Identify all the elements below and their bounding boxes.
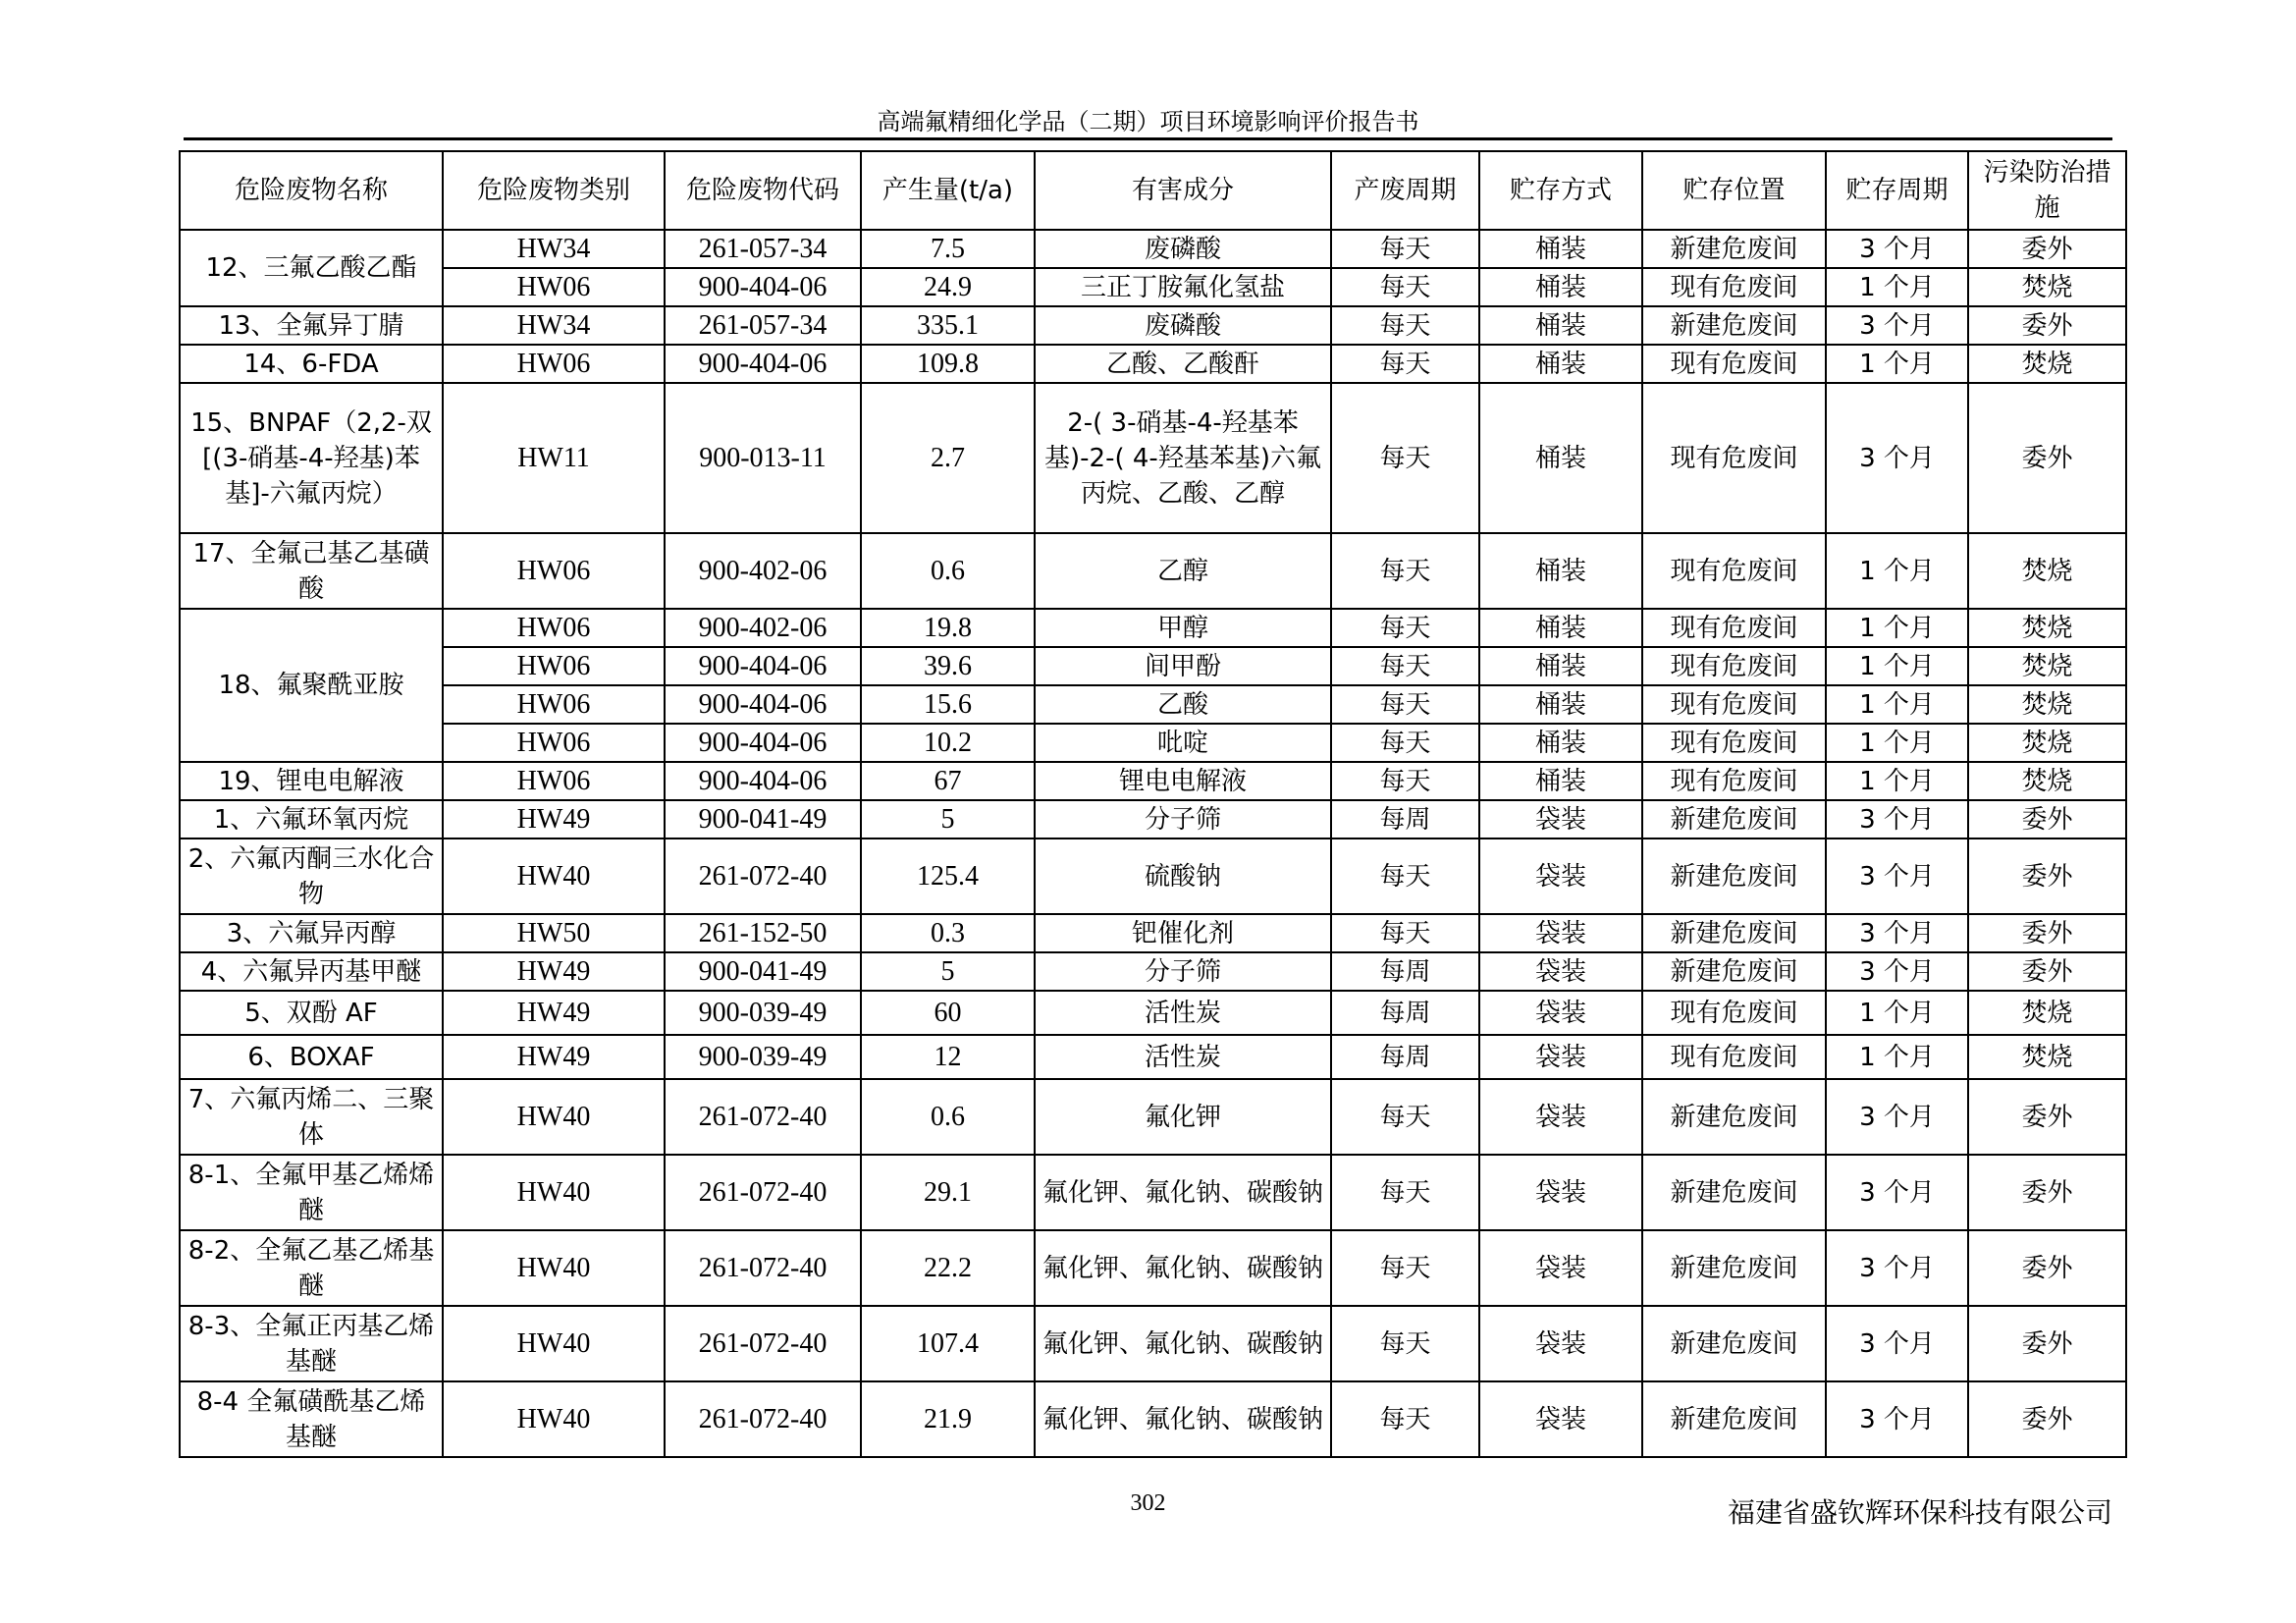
waste-category-cell: HW49 <box>443 952 665 991</box>
waste-category-cell: HW40 <box>443 1155 665 1230</box>
hazard-component-cell: 硫酸钠 <box>1035 839 1331 914</box>
storage-method-cell: 袋装 <box>1479 952 1642 991</box>
column-header: 有害成分 <box>1035 151 1331 230</box>
generation-cycle-cell: 每天 <box>1331 1381 1479 1457</box>
storage-period-cell: 3 个月 <box>1826 952 1968 991</box>
storage-period-cell: 1 个月 <box>1826 533 1968 609</box>
generation-cycle-cell: 每天 <box>1331 533 1479 609</box>
waste-code-cell: 900-402-06 <box>665 609 861 647</box>
storage-method-cell: 袋装 <box>1479 1155 1642 1230</box>
hazard-component-cell: 活性炭 <box>1035 991 1331 1035</box>
storage-period-cell: 3 个月 <box>1826 230 1968 268</box>
storage-method-cell: 袋装 <box>1479 1079 1642 1155</box>
storage-location-cell: 新建危废间 <box>1642 952 1826 991</box>
storage-method-cell: 桶装 <box>1479 383 1642 533</box>
control-measure-cell: 委外 <box>1968 1079 2126 1155</box>
waste-code-cell: 261-072-40 <box>665 1079 861 1155</box>
generation-cycle-cell: 每天 <box>1331 762 1479 800</box>
generation-cycle-cell: 每天 <box>1331 383 1479 533</box>
table-row <box>180 762 2126 800</box>
storage-method-cell: 袋装 <box>1479 800 1642 839</box>
table-row <box>180 383 2126 533</box>
waste-code-cell: 261-152-50 <box>665 914 861 952</box>
storage-location-cell: 新建危废间 <box>1642 1155 1826 1230</box>
waste-category-cell: HW06 <box>443 685 665 724</box>
control-measure-cell: 焚烧 <box>1968 533 2126 609</box>
storage-period-cell: 3 个月 <box>1826 383 1968 533</box>
waste-category-cell: HW06 <box>443 647 665 685</box>
storage-period-cell: 3 个月 <box>1826 1155 1968 1230</box>
waste-category-cell: HW40 <box>443 1079 665 1155</box>
generation-cycle-cell: 每天 <box>1331 685 1479 724</box>
storage-location-cell: 现有危废间 <box>1642 383 1826 533</box>
control-measure-cell: 焚烧 <box>1968 762 2126 800</box>
storage-location-cell: 新建危废间 <box>1642 230 1826 268</box>
waste-amount-cell: 5 <box>861 800 1035 839</box>
hazard-component-cell: 乙酸、乙酸酐 <box>1035 345 1331 383</box>
hazard-component-cell: 三正丁胺氟化氢盐 <box>1035 268 1331 306</box>
storage-location-cell: 新建危废间 <box>1642 306 1826 345</box>
waste-code-cell: 261-072-40 <box>665 1155 861 1230</box>
control-measure-cell: 委外 <box>1968 800 2126 839</box>
waste-name-cell: 8-2、全氟乙基乙烯基醚 <box>180 1230 443 1306</box>
storage-method-cell: 桶装 <box>1479 345 1642 383</box>
storage-location-cell: 现有危废间 <box>1642 647 1826 685</box>
waste-amount-cell: 22.2 <box>861 1230 1035 1306</box>
waste-category-cell: HW50 <box>443 914 665 952</box>
table-row <box>180 685 2126 724</box>
control-measure-cell: 委外 <box>1968 1155 2126 1230</box>
hazard-component-cell: 乙酸 <box>1035 685 1331 724</box>
table-row <box>180 1079 2126 1155</box>
hazard-component-cell: 氟化钾、氟化钠、碳酸钠 <box>1035 1306 1331 1381</box>
generation-cycle-cell: 每天 <box>1331 1306 1479 1381</box>
hazard-component-cell: 锂电电解液 <box>1035 762 1331 800</box>
storage-period-cell: 3 个月 <box>1826 839 1968 914</box>
hazard-component-cell: 间甲酚 <box>1035 647 1331 685</box>
waste-category-cell: HW06 <box>443 268 665 306</box>
waste-category-cell: HW06 <box>443 609 665 647</box>
waste-name-cell: 18、氟聚酰亚胺 <box>180 609 443 762</box>
column-header: 污染防治措施 <box>1968 151 2126 230</box>
waste-code-cell: 900-404-06 <box>665 647 861 685</box>
storage-location-cell: 现有危废间 <box>1642 609 1826 647</box>
waste-category-cell: HW06 <box>443 762 665 800</box>
storage-method-cell: 袋装 <box>1479 839 1642 914</box>
storage-method-cell: 桶装 <box>1479 306 1642 345</box>
table-row <box>180 952 2126 991</box>
storage-period-cell: 3 个月 <box>1826 800 1968 839</box>
storage-location-cell: 现有危废间 <box>1642 533 1826 609</box>
generation-cycle-cell: 每天 <box>1331 647 1479 685</box>
waste-amount-cell: 12 <box>861 1035 1035 1079</box>
waste-amount-cell: 7.5 <box>861 230 1035 268</box>
waste-category-cell: HW49 <box>443 800 665 839</box>
storage-period-cell: 3 个月 <box>1826 1381 1968 1457</box>
storage-location-cell: 新建危废间 <box>1642 1381 1826 1457</box>
hazard-component-cell: 甲醇 <box>1035 609 1331 647</box>
waste-category-cell: HW06 <box>443 533 665 609</box>
waste-amount-cell: 5 <box>861 952 1035 991</box>
storage-location-cell: 新建危废间 <box>1642 914 1826 952</box>
waste-category-cell: HW49 <box>443 991 665 1035</box>
storage-location-cell: 现有危废间 <box>1642 1035 1826 1079</box>
waste-category-cell: HW11 <box>443 383 665 533</box>
hazard-component-cell: 分子筛 <box>1035 800 1331 839</box>
table-row <box>180 1306 2126 1381</box>
waste-code-cell: 900-039-49 <box>665 1035 861 1079</box>
control-measure-cell: 委外 <box>1968 839 2126 914</box>
table-row <box>180 609 2126 647</box>
storage-period-cell: 1 个月 <box>1826 345 1968 383</box>
waste-name-cell: 4、六氟异丙基甲醚 <box>180 952 443 991</box>
hazard-component-cell: 氟化钾、氟化钠、碳酸钠 <box>1035 1155 1331 1230</box>
table-row <box>180 230 2126 268</box>
storage-method-cell: 桶装 <box>1479 230 1642 268</box>
generation-cycle-cell: 每天 <box>1331 345 1479 383</box>
generation-cycle-cell: 每天 <box>1331 1230 1479 1306</box>
waste-code-cell: 900-041-49 <box>665 952 861 991</box>
table-row <box>180 533 2126 609</box>
generation-cycle-cell: 每天 <box>1331 724 1479 762</box>
generation-cycle-cell: 每周 <box>1331 991 1479 1035</box>
control-measure-cell: 委外 <box>1968 952 2126 991</box>
storage-period-cell: 1 个月 <box>1826 685 1968 724</box>
waste-code-cell: 900-404-06 <box>665 345 861 383</box>
waste-amount-cell: 39.6 <box>861 647 1035 685</box>
table-row <box>180 1381 2126 1457</box>
control-measure-cell: 焚烧 <box>1968 724 2126 762</box>
generation-cycle-cell: 每天 <box>1331 914 1479 952</box>
control-measure-cell: 焚烧 <box>1968 991 2126 1035</box>
storage-location-cell: 新建危废间 <box>1642 800 1826 839</box>
storage-location-cell: 现有危废间 <box>1642 724 1826 762</box>
storage-period-cell: 1 个月 <box>1826 724 1968 762</box>
waste-code-cell: 261-072-40 <box>665 1230 861 1306</box>
waste-name-cell: 1、六氟环氧丙烷 <box>180 800 443 839</box>
waste-amount-cell: 19.8 <box>861 609 1035 647</box>
storage-method-cell: 袋装 <box>1479 1306 1642 1381</box>
waste-code-cell: 900-404-06 <box>665 685 861 724</box>
storage-period-cell: 3 个月 <box>1826 1230 1968 1306</box>
control-measure-cell: 委外 <box>1968 1306 2126 1381</box>
page-header-title: 高端氟精细化学品（二期）项目环境影响评价报告书 <box>877 108 1419 135</box>
table-row <box>180 306 2126 345</box>
hazard-component-cell: 乙醇 <box>1035 533 1331 609</box>
table-row <box>180 1035 2126 1079</box>
hazard-component-cell: 活性炭 <box>1035 1035 1331 1079</box>
control-measure-cell: 焚烧 <box>1968 685 2126 724</box>
waste-name-cell: 14、6-FDA <box>180 345 443 383</box>
table-row <box>180 839 2126 914</box>
column-header: 贮存方式 <box>1479 151 1642 230</box>
generation-cycle-cell: 每天 <box>1331 839 1479 914</box>
storage-location-cell: 新建危废间 <box>1642 1306 1826 1381</box>
waste-code-cell: 900-013-11 <box>665 383 861 533</box>
waste-amount-cell: 0.6 <box>861 1079 1035 1155</box>
storage-location-cell: 现有危废间 <box>1642 762 1826 800</box>
waste-amount-cell: 125.4 <box>861 839 1035 914</box>
hazard-component-cell: 分子筛 <box>1035 952 1331 991</box>
waste-code-cell: 900-039-49 <box>665 991 861 1035</box>
waste-name-cell: 7、六氟丙烯二、三聚体 <box>180 1079 443 1155</box>
storage-period-cell: 1 个月 <box>1826 609 1968 647</box>
waste-category-cell: HW40 <box>443 1230 665 1306</box>
waste-category-cell: HW40 <box>443 1306 665 1381</box>
storage-location-cell: 新建危废间 <box>1642 839 1826 914</box>
storage-method-cell: 桶装 <box>1479 762 1642 800</box>
storage-method-cell: 桶装 <box>1479 268 1642 306</box>
hazard-component-cell: 废磷酸 <box>1035 306 1331 345</box>
waste-name-cell: 12、三氟乙酸乙酯 <box>180 230 443 306</box>
column-header: 危险废物类别 <box>443 151 665 230</box>
table-row <box>180 268 2126 306</box>
generation-cycle-cell: 每天 <box>1331 306 1479 345</box>
waste-code-cell: 900-404-06 <box>665 724 861 762</box>
waste-amount-cell: 29.1 <box>861 1155 1035 1230</box>
generation-cycle-cell: 每天 <box>1331 1079 1479 1155</box>
generation-cycle-cell: 每天 <box>1331 230 1479 268</box>
generation-cycle-cell: 每天 <box>1331 609 1479 647</box>
storage-period-cell: 3 个月 <box>1826 1079 1968 1155</box>
storage-period-cell: 1 个月 <box>1826 1035 1968 1079</box>
waste-category-cell: HW49 <box>443 1035 665 1079</box>
column-header: 贮存周期 <box>1826 151 1968 230</box>
storage-method-cell: 袋装 <box>1479 991 1642 1035</box>
generation-cycle-cell: 每天 <box>1331 1155 1479 1230</box>
storage-method-cell: 桶装 <box>1479 609 1642 647</box>
control-measure-cell: 委外 <box>1968 914 2126 952</box>
control-measure-cell: 委外 <box>1968 383 2126 533</box>
waste-code-cell: 900-402-06 <box>665 533 861 609</box>
hazard-component-cell: 氟化钾、氟化钠、碳酸钠 <box>1035 1381 1331 1457</box>
waste-name-cell: 2、六氟丙酮三水化合物 <box>180 839 443 914</box>
waste-category-cell: HW34 <box>443 230 665 268</box>
control-measure-cell: 焚烧 <box>1968 609 2126 647</box>
generation-cycle-cell: 每周 <box>1331 952 1479 991</box>
waste-amount-cell: 60 <box>861 991 1035 1035</box>
waste-code-cell: 900-041-49 <box>665 800 861 839</box>
waste-amount-cell: 10.2 <box>861 724 1035 762</box>
waste-amount-cell: 15.6 <box>861 685 1035 724</box>
table-row <box>180 1155 2126 1230</box>
waste-category-cell: HW06 <box>443 724 665 762</box>
page-number: 302 <box>1130 1490 1166 1516</box>
waste-name-cell: 15、BNPAF（2,2-双[(3-硝基-4-羟基)苯基]-六氟丙烷） <box>180 383 443 533</box>
waste-name-cell: 5、双酚 AF <box>180 991 443 1035</box>
waste-category-cell: HW06 <box>443 345 665 383</box>
waste-amount-cell: 107.4 <box>861 1306 1035 1381</box>
control-measure-cell: 焚烧 <box>1968 1035 2126 1079</box>
control-measure-cell: 委外 <box>1968 230 2126 268</box>
waste-code-cell: 900-404-06 <box>665 762 861 800</box>
hazardous-waste-table <box>179 150 2127 1458</box>
waste-amount-cell: 0.6 <box>861 533 1035 609</box>
storage-period-cell: 3 个月 <box>1826 914 1968 952</box>
control-measure-cell: 委外 <box>1968 1230 2126 1306</box>
table-row <box>180 1230 2126 1306</box>
waste-amount-cell: 21.9 <box>861 1381 1035 1457</box>
table-header-row <box>180 151 2126 230</box>
waste-code-cell: 261-057-34 <box>665 230 861 268</box>
table-row <box>180 647 2126 685</box>
waste-code-cell: 900-404-06 <box>665 268 861 306</box>
storage-location-cell: 现有危废间 <box>1642 685 1826 724</box>
storage-method-cell: 桶装 <box>1479 724 1642 762</box>
waste-amount-cell: 24.9 <box>861 268 1035 306</box>
hazard-component-cell: 氟化钾、氟化钠、碳酸钠 <box>1035 1230 1331 1306</box>
control-measure-cell: 焚烧 <box>1968 345 2126 383</box>
waste-name-cell: 6、BOXAF <box>180 1035 443 1079</box>
hazard-component-cell: 废磷酸 <box>1035 230 1331 268</box>
storage-period-cell: 3 个月 <box>1826 1306 1968 1381</box>
hazard-component-cell: 2-( 3-硝基-4-羟基苯基)-2-( 4-羟基苯基)六氟丙烷、乙酸、乙醇 <box>1035 383 1331 533</box>
storage-location-cell: 现有危废间 <box>1642 268 1826 306</box>
table-row <box>180 345 2126 383</box>
storage-method-cell: 袋装 <box>1479 1381 1642 1457</box>
waste-code-cell: 261-072-40 <box>665 1381 861 1457</box>
waste-name-cell: 8-4 全氟磺酰基乙烯基醚 <box>180 1381 443 1457</box>
column-header: 产生量(t/a) <box>861 151 1035 230</box>
waste-category-cell: HW34 <box>443 306 665 345</box>
storage-method-cell: 桶装 <box>1479 685 1642 724</box>
hazard-component-cell: 钯催化剂 <box>1035 914 1331 952</box>
header-rule <box>184 137 2112 140</box>
waste-amount-cell: 335.1 <box>861 306 1035 345</box>
storage-method-cell: 袋装 <box>1479 1035 1642 1079</box>
column-header: 危险废物名称 <box>180 151 443 230</box>
storage-method-cell: 袋装 <box>1479 1230 1642 1306</box>
hazard-component-cell: 吡啶 <box>1035 724 1331 762</box>
column-header: 产废周期 <box>1331 151 1479 230</box>
control-measure-cell: 焚烧 <box>1968 647 2126 685</box>
storage-location-cell: 新建危废间 <box>1642 1230 1826 1306</box>
waste-name-cell: 3、六氟异丙醇 <box>180 914 443 952</box>
table-row <box>180 800 2126 839</box>
waste-name-cell: 17、全氟己基乙基磺酸 <box>180 533 443 609</box>
table-row <box>180 914 2126 952</box>
storage-method-cell: 桶装 <box>1479 533 1642 609</box>
waste-amount-cell: 0.3 <box>861 914 1035 952</box>
column-header: 危险废物代码 <box>665 151 861 230</box>
storage-period-cell: 1 个月 <box>1826 647 1968 685</box>
storage-method-cell: 桶装 <box>1479 647 1642 685</box>
storage-method-cell: 袋装 <box>1479 914 1642 952</box>
waste-name-cell: 8-1、全氟甲基乙烯烯醚 <box>180 1155 443 1230</box>
control-measure-cell: 焚烧 <box>1968 268 2126 306</box>
waste-name-cell: 8-3、全氟正丙基乙烯基醚 <box>180 1306 443 1381</box>
waste-amount-cell: 2.7 <box>861 383 1035 533</box>
waste-code-cell: 261-057-34 <box>665 306 861 345</box>
generation-cycle-cell: 每天 <box>1331 268 1479 306</box>
company-name: 福建省盛钦辉环保科技有限公司 <box>1727 1496 2112 1529</box>
control-measure-cell: 委外 <box>1968 306 2126 345</box>
waste-amount-cell: 67 <box>861 762 1035 800</box>
table-row <box>180 991 2126 1035</box>
waste-category-cell: HW40 <box>443 1381 665 1457</box>
waste-code-cell: 261-072-40 <box>665 839 861 914</box>
storage-period-cell: 3 个月 <box>1826 306 1968 345</box>
generation-cycle-cell: 每周 <box>1331 800 1479 839</box>
storage-location-cell: 新建危废间 <box>1642 1079 1826 1155</box>
storage-location-cell: 现有危废间 <box>1642 991 1826 1035</box>
generation-cycle-cell: 每周 <box>1331 1035 1479 1079</box>
column-header: 贮存位置 <box>1642 151 1826 230</box>
waste-category-cell: HW40 <box>443 839 665 914</box>
storage-location-cell: 现有危废间 <box>1642 345 1826 383</box>
waste-name-cell: 19、锂电电解液 <box>180 762 443 800</box>
control-measure-cell: 委外 <box>1968 1381 2126 1457</box>
storage-period-cell: 1 个月 <box>1826 762 1968 800</box>
waste-amount-cell: 109.8 <box>861 345 1035 383</box>
waste-name-cell: 13、全氟异丁腈 <box>180 306 443 345</box>
hazard-component-cell: 氟化钾 <box>1035 1079 1331 1155</box>
storage-period-cell: 1 个月 <box>1826 991 1968 1035</box>
storage-period-cell: 1 个月 <box>1826 268 1968 306</box>
waste-code-cell: 261-072-40 <box>665 1306 861 1381</box>
table-row <box>180 724 2126 762</box>
